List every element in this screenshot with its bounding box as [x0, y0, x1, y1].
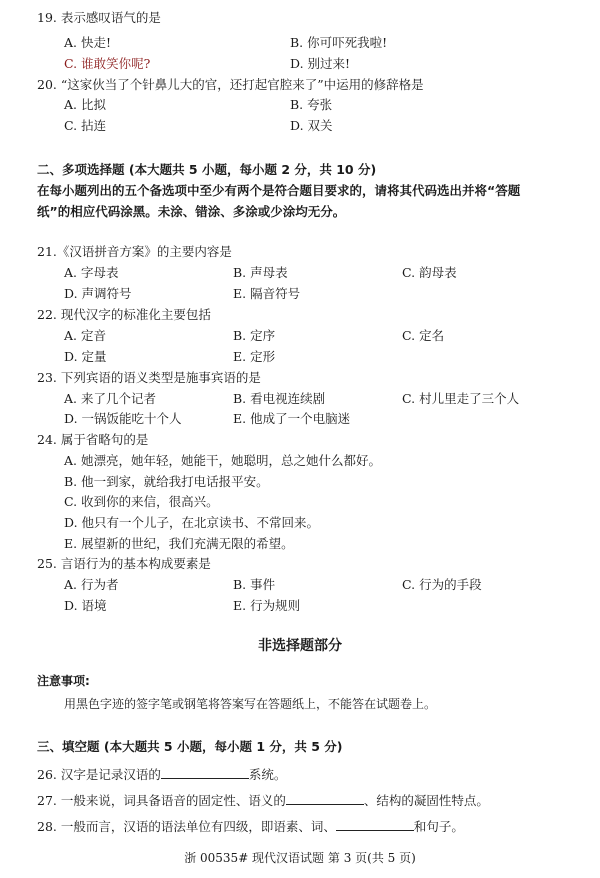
q19-option-d: D. 别过来!: [290, 56, 351, 71]
q24-option-c: C. 收到你的来信，很高兴。: [64, 494, 219, 509]
q21-option-c: C. 韵母表: [402, 265, 457, 280]
q20-option-c: C. 拈连: [64, 118, 107, 133]
q20-option-b: B. 夸张: [290, 97, 333, 112]
q23-option-a: A. 来了几个记者: [64, 391, 156, 406]
q23-stem: 23. 下列宾语的语义类型是施事宾语的是: [37, 370, 261, 385]
q28: [37, 818, 464, 835]
q27-prefix: 27. 一般来说，词具备语音的固定性、语义的: [37, 793, 286, 808]
q22-option-e: E. 定形: [233, 349, 276, 364]
q19-stem: 19. 表示感叹语气的是: [37, 10, 161, 25]
part2-heading: 非选择题部分: [258, 638, 342, 654]
q23-option-e: E. 他成了一个电脑迷: [233, 411, 351, 426]
q21-option-d: D. 声调符号: [64, 286, 132, 301]
page-footer: 浙 00535# 现代汉语试题 第 3 页(共 5 页): [184, 851, 416, 865]
q24-option-b: B. 他一到家，就给我打电话报平安。: [64, 474, 269, 489]
q19-option-c: C. 谁敢笑你呢?: [64, 56, 151, 71]
q20-stem: 20. “这家伙当了个针鼻儿大的官，还打起官腔来了”中运用的修辞格是: [37, 77, 424, 92]
q25-option-d: D. 语境: [64, 598, 107, 613]
q25-option-b: B. 事件: [233, 577, 276, 592]
notice-label: 注意事项:: [37, 674, 90, 688]
q22-option-b: B. 定序: [233, 328, 276, 343]
q19-option-b: B. 你可吓死我啦!: [290, 35, 388, 50]
q28-blank[interactable]: [336, 818, 414, 831]
q22-stem: 22. 现代汉字的标准化主要包括: [37, 307, 211, 322]
section2-title: 二、多项选择题 (本大题共 5 小题，每小题 2 分，共 10 分): [37, 162, 377, 177]
q21-stem: 21.《汉语拼音方案》的主要内容是: [37, 244, 232, 259]
q22-option-c: C. 定名: [402, 328, 445, 343]
q19-option-a: A. 快走!: [64, 35, 111, 50]
q21-option-a: A. 字母表: [64, 265, 119, 280]
q20-option-d: D. 双关: [290, 118, 333, 133]
q28-prefix: 28. 一般而言，汉语的语法单位有四级，即语素、词、: [37, 819, 336, 834]
q21-option-b: B. 声母表: [233, 265, 288, 280]
q20-option-a: A. 比拟: [64, 97, 106, 112]
q26-prefix: 26. 汉字是记录汉语的: [37, 767, 161, 782]
q27: [37, 792, 489, 809]
q25-option-a: A. 行为者: [64, 577, 119, 592]
q27-blank[interactable]: [286, 792, 364, 805]
q23-option-c: C. 村儿里走了三个人: [402, 391, 520, 406]
q21-option-e: E. 隔音符号: [233, 286, 301, 301]
q25-stem: 25. 言语行为的基本构成要素是: [37, 556, 211, 571]
q25-option-e: E. 行为规则: [233, 598, 301, 613]
q27-suffix: 、结构的凝固性特点。: [363, 793, 489, 808]
q23-option-d: D. 一锅饭能吃十个人: [64, 411, 182, 426]
q24-option-e: E. 展望新的世纪，我们充满无限的希望。: [64, 536, 294, 551]
q25-option-c: C. 行为的手段: [402, 577, 482, 592]
q23-option-b: B. 看电视连续剧: [233, 391, 326, 406]
q24-option-a: A. 她漂亮，她年轻，她能干，她聪明，总之她什么都好。: [64, 453, 381, 468]
q26: [37, 766, 286, 783]
q24-option-d: D. 他只有一个儿子，在北京读书、不常回来。: [64, 515, 320, 530]
q24-stem: 24. 属于省略句的是: [37, 432, 149, 447]
section2-instruction-line2: 纸”的相应代码涂黑。未涂、错涂、多涂或少涂均无分。: [37, 204, 346, 219]
q22-option-a: A. 定音: [64, 328, 106, 343]
section2-instruction-line1: 在每小题列出的五个备选项中至少有两个是符合题目要求的，请将其代码选出并将“答题: [37, 183, 521, 198]
q26-suffix: 系统。: [248, 767, 287, 782]
section3-title: 三、填空题 (本大题共 5 小题，每小题 1 分，共 5 分): [37, 739, 343, 754]
q22-option-d: D. 定量: [64, 349, 107, 364]
notice-text: 用黑色字迹的签字笔或钢笔将答案写在答题纸上，不能答在试题卷上。: [64, 697, 437, 711]
q26-blank[interactable]: [161, 766, 249, 779]
q28-suffix: 和句子。: [413, 819, 464, 834]
